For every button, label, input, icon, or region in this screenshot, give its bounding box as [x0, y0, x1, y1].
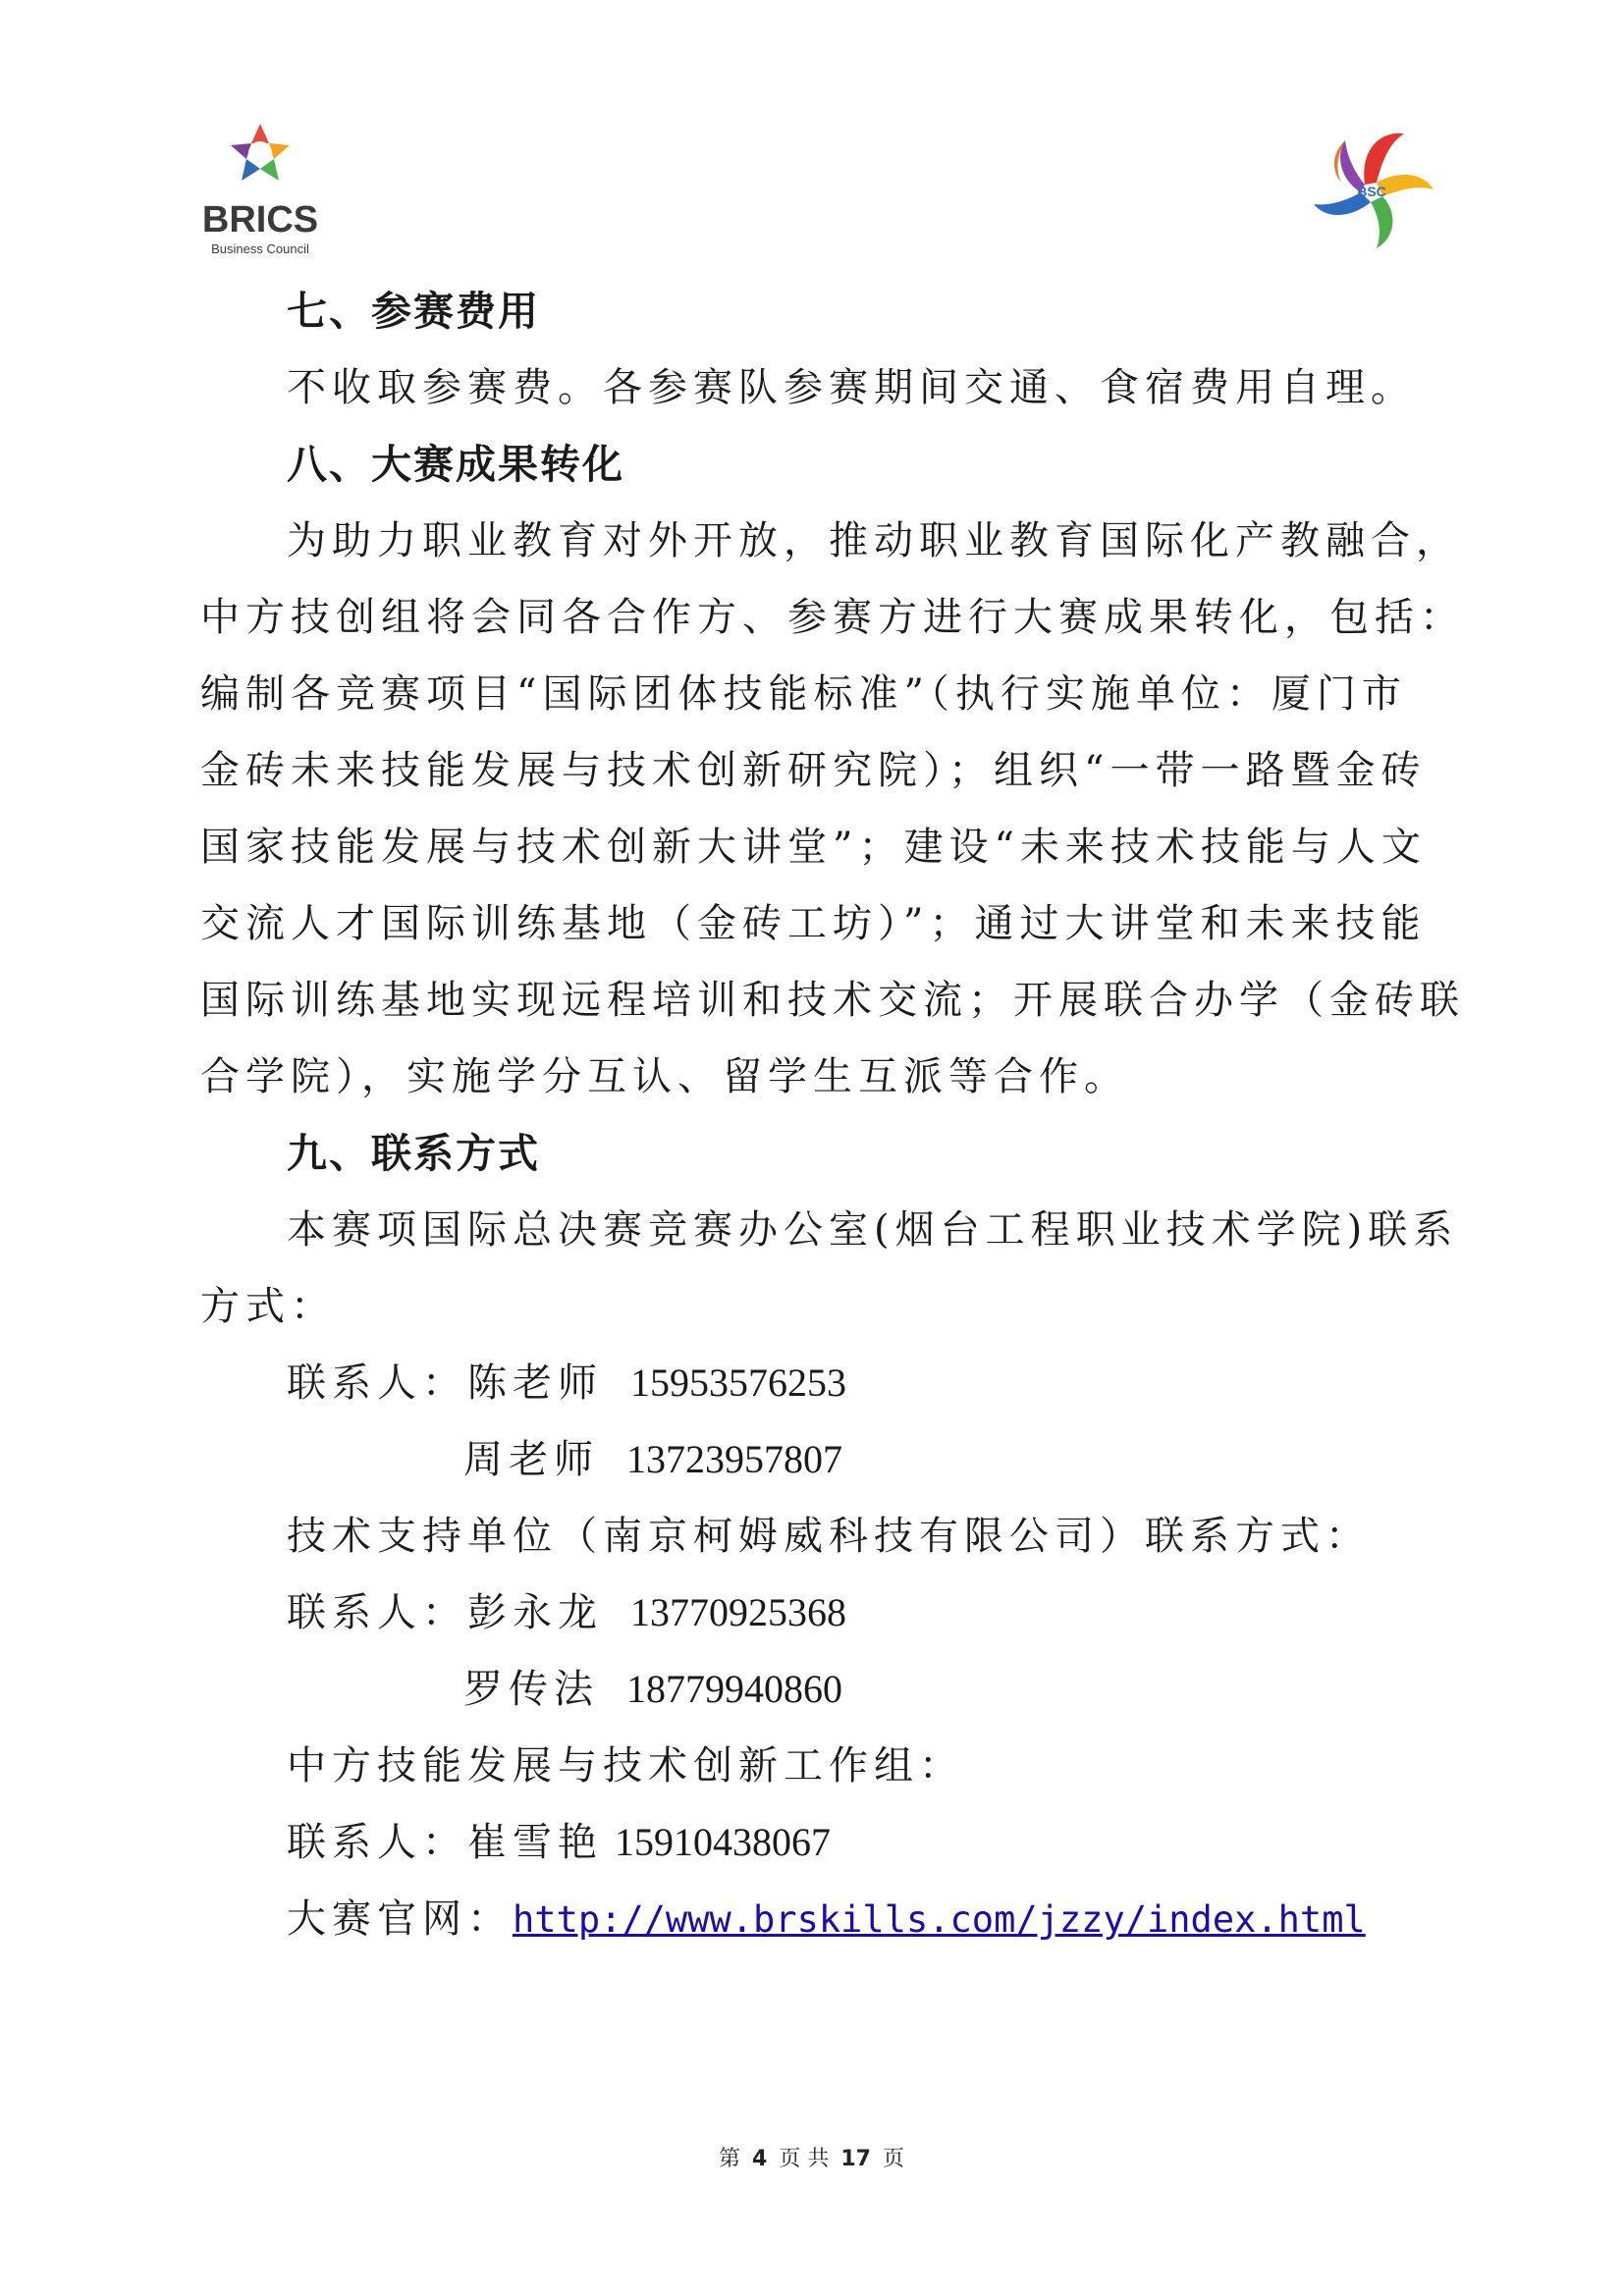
contact-row: [463, 1651, 1434, 1728]
contact-row: [463, 1421, 1434, 1498]
contact-name: 崔雪艳: [467, 1820, 603, 1865]
contact-row: [287, 1804, 1434, 1881]
contact-row: [287, 1345, 1434, 1421]
contact-phone: 13770925368: [630, 1590, 846, 1634]
section-8-line: 编制各竞赛项目“国际团体技能标准”（执行实施单位：厦门市: [200, 671, 1407, 717]
section-9-line: 方式：: [200, 1284, 336, 1329]
footer-suffix: 页: [882, 2147, 904, 2171]
brics-logo: [201, 116, 319, 263]
page-footer: [0, 2142, 1623, 2172]
contact-name: 彭永龙: [467, 1590, 603, 1635]
brics-logo-subtext: Business Council: [211, 241, 309, 256]
section-7-text: 不收取参赛费。各参赛队参赛期间交通、食宿费用自理。: [287, 365, 1416, 410]
bsc-logo: [1306, 126, 1438, 253]
section-7-heading: 七、参赛费用: [287, 288, 540, 335]
contact-name: 陈老师: [467, 1361, 603, 1406]
section-8-line: 国际训练基地实现远程培训和技术交流；开展联合办学（金砖联: [200, 978, 1465, 1023]
bsc-logo-text: BSC: [1357, 184, 1386, 199]
section-8-line: 交流人才国际训练基地（金砖工坊）”；通过大讲堂和未来技能: [200, 901, 1427, 946]
section-8-line: 为助力职业教育对外开放，推动职业教育国际化产教融合，: [287, 518, 1461, 563]
contact-label: 联系人：: [287, 1361, 467, 1406]
section-8-heading: 八、大赛成果转化: [287, 441, 624, 488]
contact-label: 联系人：: [287, 1820, 467, 1865]
footer-total-pages: 17: [840, 2147, 871, 2171]
footer-prefix: 第: [719, 2147, 741, 2171]
contact-phone: 18779940860: [626, 1667, 842, 1711]
website-row: [287, 1881, 1434, 1958]
contact-label: 联系人：: [287, 1590, 467, 1635]
footer-mid: 页 共: [779, 2147, 830, 2171]
website-link[interactable]: http://www.brskills.com/jzzy/index.html: [513, 1898, 1366, 1941]
section-8-line: 金砖未来技能发展与技术创新研究院）；组织“一带一路暨金砖: [200, 748, 1427, 793]
website-label: 大赛官网：: [287, 1896, 513, 1942]
document-body: [200, 273, 1465, 1958]
section-8-line: 合学院），实施学分互认、留学生互派等合作。: [200, 1054, 1129, 1099]
contact-row: [287, 1575, 1434, 1651]
section-8-line: 国家技能发展与技术创新大讲堂”；建设“未来技术技能与人文: [200, 825, 1427, 870]
section-9-heading: 九、联系方式: [287, 1130, 540, 1177]
contact-phone: 13723957807: [626, 1437, 842, 1481]
brics-star-logo-icon: [201, 116, 319, 263]
contact-phone: 15910438067: [615, 1820, 831, 1864]
section-8-line: 中方技创组将会同各合作方、参赛方进行大赛成果转化，包括：: [200, 595, 1465, 640]
work-group: 中方技能发展与技术创新工作组：: [287, 1743, 964, 1789]
contact-name: 周老师: [463, 1437, 599, 1482]
brics-logo-text: BRICS: [201, 199, 319, 240]
section-9-line: 本赛项国际总决赛竞赛办公室(烟台工程职业技术学院)联系: [287, 1207, 1459, 1253]
support-unit: 技术支持单位（南京柯姆威科技有限公司）联系方式：: [287, 1514, 1371, 1559]
bsc-swirl-logo-icon: [1306, 126, 1438, 253]
footer-page-number: 4: [752, 2147, 768, 2171]
contact-name: 罗传法: [463, 1667, 599, 1712]
contact-phone: 15953576253: [630, 1361, 846, 1405]
